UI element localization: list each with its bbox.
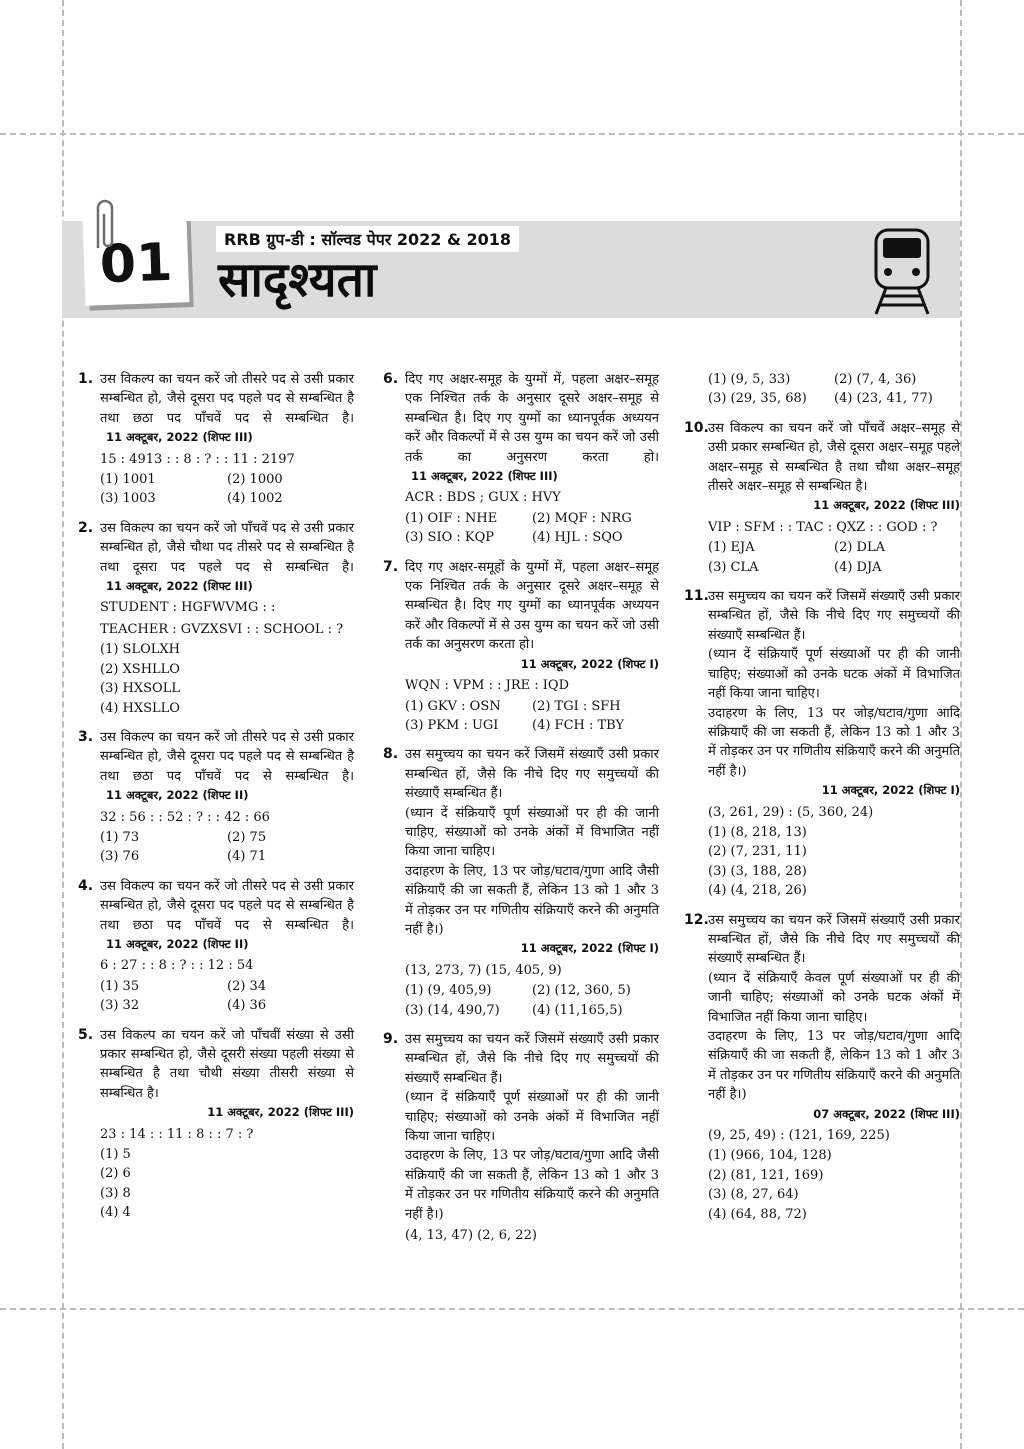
cut-guide-top	[0, 133, 1024, 135]
option-4: (4) HJL : SQO	[532, 530, 623, 546]
question-text: उस विकल्प का चयन करें जो पाँचवीं संख्या से उसी प्रकार सम्बन्धित हो, जैसे दूसरी संख्या पहली संख्या से सम्बन्धित है तथा चौथी संख्या तीसरी संख्या से सम्बन्धित है।	[100, 1027, 354, 1101]
question-text: दिए गए अक्षर-समूह के युग्मों में, पहला अक्षर–समूह एक निश्चित तर्क के अनुसार दूसरे अक्षर–समूह से सम्बन्धित है। दिए गए युग्मों का ध्यानपूर्वक अध्ययन करें और विकल्पों में से उस युग्म का चयन करें जो उसी तर्क का अनुसरण करता हो।11 अक्टूबर, 2022 (शिफ्ट III)	[405, 372, 659, 484]
options	[405, 509, 659, 548]
option-2: (2) MQF : NRG	[532, 510, 632, 526]
option-1: (1) EJA	[708, 540, 755, 556]
question-10	[684, 419, 960, 577]
question-number: 1.	[78, 371, 94, 387]
question-text: उस विकल्प का चयन करें जो पाँचवें अक्षर–समूह से उसी प्रकार सम्बन्धित हो, जैसे दूसरा अक्षर–समूह पहले अक्षर–समूह से सम्बन्धित है तथा चौथा अक्षर–समूह तीसरे अक्षर–समूह से सम्बन्धित है।	[708, 420, 960, 495]
exam-source: 11 अक्टूबर, 2022 (शिफ्ट II)	[106, 936, 249, 951]
question-11	[684, 587, 960, 901]
problem: (3, 261, 29) : (5, 360, 24)	[708, 804, 874, 820]
option-1: (1) (9, 405,9)	[405, 983, 492, 999]
option-4: (4) DJA	[834, 559, 882, 575]
option-1: (1) 73	[100, 829, 140, 845]
problem: 6 : 27 : : 8 : ? : : 12 : 54	[100, 958, 254, 974]
options	[405, 697, 659, 736]
question-number: 8.	[383, 746, 399, 763]
question-text: उस विकल्प का चयन करें जो तीसरे पद से उसी प्रकार सम्बन्धित हो, जैसे दूसरा पद पहले पद से सम्बन्धित है तथा छठा पद पाँचवें पद से सम्बन्धित है।11 अक्टूबर, 2022 (शिफ्ट III)	[100, 372, 354, 445]
problem: ACR : BDS ; GUX : HVY	[405, 490, 561, 506]
options	[708, 538, 960, 577]
option-1: (1) OIF : NHE	[405, 510, 498, 526]
exam-source: 11 अक्टूबर, 2022 (शिफ्ट I)	[821, 783, 960, 798]
option-4: (4) FCH : TBY	[532, 717, 625, 733]
question-number: 3.	[78, 728, 94, 745]
exam-source: 11 अक्टूबर, 2022 (शिफ्ट I)	[520, 656, 659, 671]
question-number: 12.	[684, 911, 709, 928]
exam-source: 11 अक्टूबर, 2022 (शिफ्ट I)	[520, 941, 659, 956]
question-1	[78, 370, 354, 509]
exam-source: 11 अक्टूबर, 2022 (शिफ्ट III)	[106, 579, 253, 594]
option-3: (3) (14, 490,7)	[405, 1002, 500, 1018]
problem-line-1: STUDENT : HGFWVMG : :	[100, 600, 276, 616]
option-2: (2) XSHLLO	[100, 661, 180, 677]
question-number: 4.	[78, 877, 94, 894]
option-3: (3) 76	[100, 849, 140, 865]
option-4: (4) (4, 218, 26)	[708, 883, 807, 899]
option-2: (2) (12, 360, 5)	[532, 983, 631, 999]
question-text: उस समुच्चय का चयन करें जिसमें संख्याएँ उसी प्रकार सम्बन्धित हों, जैसे कि नीचे दिए गए समुच्चयों की संख्याएँ सम्बन्धित हैं।	[405, 1032, 659, 1086]
question-6	[383, 370, 659, 548]
problem: (13, 273, 7) (15, 405, 9)	[405, 962, 562, 978]
option-4: (4) (23, 41, 77)	[834, 391, 933, 407]
question-text: उस विकल्प का चयन करें जो तीसरे पद से उसी प्रकार सम्बन्धित हो, जैसे दूसरा पद पहले पद से सम्बन्धित है तथा छठा पद पाँचवें पद से सम्बन्धित है।11 अक्टूबर, 2022 (शिफ्ट II)	[100, 878, 354, 951]
question-example: उदाहरण के लिए, 13 पर जोड़/घटाव/गुणा आदि संक्रियाएँ की जा सकती हैं, लेकिन 13 को 1 और 3 में तोड़कर उन पर गणितीय संक्रियाएँ करने की अनुमति नहीं है।)	[708, 1029, 960, 1103]
option-2: (2) (7, 231, 11)	[708, 844, 807, 860]
options	[100, 470, 354, 509]
question-7	[383, 558, 659, 736]
option-1: (1) SLOLXH	[100, 642, 180, 658]
question-text: उस समुच्चय का चयन करें जिसमें संख्याएँ उसी प्रकार सम्बन्धित हों, जैसे कि नीचे दिए गए समुच्चयों की संख्याएँ सम्बन्धित हैं।	[708, 912, 960, 967]
chapter-title: सादृश्यता	[218, 252, 377, 308]
option-2: (2) 75	[227, 829, 267, 845]
problem: (4, 13, 47) (2, 6, 22)	[405, 1228, 537, 1244]
question-text: उस समुच्चय का चयन करें जिसमें संख्याएँ उसी प्रकार सम्बन्धित हों, जैसे कि नीचे दिए गए समुच्चयों की संख्याएँ सम्बन्धित हैं।	[708, 589, 960, 643]
column-3	[684, 370, 960, 1234]
option-3: (3) 8	[100, 1185, 131, 1201]
option-2: (2) (7, 4, 36)	[834, 372, 917, 387]
option-3: (3) PKM : UGI	[405, 717, 499, 733]
option-3: (3) 32	[100, 998, 140, 1014]
option-3: (3) (29, 35, 68)	[708, 391, 807, 407]
question-4	[78, 877, 354, 1016]
question-number: 11.	[684, 588, 709, 605]
option-2: (2) DLA	[834, 540, 885, 556]
column-1	[78, 370, 354, 1233]
cut-guide-right	[960, 0, 962, 1449]
option-3: (3) 1003	[100, 491, 156, 507]
question-text: उस समुच्चय का चयन करें जिसमें संख्याएँ उसी प्रकार सम्बन्धित हों, जैसे कि नीचे दिए गए समुच्चयों की संख्याएँ सम्बन्धित हैं।	[405, 747, 659, 802]
option-4: (4) 1002	[227, 491, 283, 507]
question-note: (ध्यान दें संक्रियाएँ केवल पूर्ण संख्याओं पर ही की जानी चाहिए; संख्याओं को उनके घटक अंकों में विभाजित नहीं किया जाना चाहिए।	[708, 970, 960, 1025]
problem: 15 : 4913 : : 8 : ? : : 11 : 2197	[100, 451, 295, 467]
exam-source: 11 अक्टूबर, 2022 (शिफ्ट III)	[207, 1105, 354, 1120]
option-4: (4) 36	[227, 998, 267, 1014]
option-1: (1) GKV : OSN	[405, 698, 501, 714]
problem: WQN : VPM : : JRE : IQD	[405, 678, 569, 694]
problem: (9, 25, 49) : (121, 169, 225)	[708, 1128, 890, 1144]
options	[708, 370, 960, 409]
question-text: उस विकल्प का चयन करें जो पाँचवें पद से उसी प्रकार सम्बन्धित हो, जैसे चौथा पद तीसरे पद से सम्बन्धित है तथा दूसरा पद पहले पद से सम्बन्धित है।11 अक्टूबर, 2022 (शिफ्ट III)	[100, 520, 354, 594]
question-9-options	[684, 370, 960, 409]
question-number: 6.	[383, 371, 399, 387]
option-3: (3) (8, 27, 64)	[708, 1187, 799, 1203]
options	[100, 977, 354, 1016]
option-1: (1) (966, 104, 128)	[708, 1148, 832, 1164]
exam-source: 07 अक्टूबर, 2022 (शिफ्ट III)	[813, 1106, 960, 1121]
option-2: (2) 34	[227, 978, 267, 994]
question-text: दिए गए अक्षर-समूहों के युग्मों में, पहला अक्षर–समूह एक निश्चित तर्क के अनुसार दूसरे अक्षर–समूह से सम्बन्धित है। दिए गए युग्मों का ध्यानपूर्वक अध्ययन करें और विकल्पों में से उस युग्म का चयन करें जो उसी तर्क का अनुसरण करता हो।	[405, 559, 659, 653]
question-example: उदाहरण के लिए, 13 पर जोड़/घटाव/गुणा आदि जैसी संक्रियाएँ की जा सकती हैं, लेकिन 13 को 1 और 3 में तोड़कर उन पर गणितीय संक्रियाएँ करने की अनुमति नहीं है।)	[405, 863, 659, 937]
question-example: उदाहरण के लिए, 13 पर जोड़/घटाव/गुणा आदि जैसी संक्रियाएँ की जा सकती हैं, लेकिन 13 को 1 और 3 में तोड़कर उन पर गणितीय संक्रियाएँ करने की अनुमति नहीं है।)	[405, 1148, 659, 1222]
option-3: (3) CLA	[708, 559, 759, 575]
column-2	[383, 370, 659, 1255]
option-2: (2) 6	[100, 1166, 131, 1182]
option-4: (4) 4	[100, 1205, 131, 1221]
problem-line-2: TEACHER : GVZXSVI : : SCHOOL : ?	[100, 621, 344, 637]
question-number: 9.	[383, 1031, 399, 1047]
options	[100, 828, 354, 867]
question-example: उदाहरण के लिए, 13 पर जोड़/घटाव/गुणा आदि संक्रियाएँ की जा सकती हैं, लेकिन 13 को 1 और 3 में तोड़कर उन पर गणितीय संक्रियाएँ करने की अनुमति नहीं है।)	[708, 705, 960, 779]
question-number: 10.	[684, 419, 709, 436]
question-number: 2.	[78, 519, 94, 536]
options	[405, 981, 659, 1020]
exam-source: 11 अक्टूबर, 2022 (शिफ्ट III)	[411, 469, 558, 484]
train-icon	[866, 224, 938, 316]
question-text: उस विकल्प का चयन करें जो तीसरे पद से उसी प्रकार सम्बन्धित हो, जैसे दूसरा पद पहले पद से सम्बन्धित है तथा छठा पद पाँचवें पद से सम्बन्धित है।11 अक्टूबर, 2022 (शिफ्ट II)	[100, 729, 354, 803]
question-note: (ध्यान दें संक्रियाएँ पूर्ण संख्याओं पर ही की जानी चाहिए; संख्याओं को उनके अंकों में विभाजित नहीं किया जाना चाहिए।	[405, 1090, 659, 1145]
book-title: RRB ग्रुप-डी : सॉल्वड पेपर 2022 & 2018	[216, 226, 519, 252]
option-2: (2) TGI : SFH	[532, 698, 621, 714]
question-note: (ध्यान दें संक्रियाएँ पूर्ण संख्याओं पर ही की जानी चाहिए; संख्याओं को उनके घटक अंकों में विभाजित नहीं किया जाना चाहिए।	[708, 647, 960, 702]
problem: 32 : 56 : : 52 : ? : : 42 : 66	[100, 809, 270, 825]
option-1: (1) 5	[100, 1147, 131, 1163]
option-4: (4) HXSLLO	[100, 700, 180, 716]
option-3: (3) SIO : KQP	[405, 530, 495, 546]
chapter-number: 01	[98, 232, 174, 296]
cut-guide-left	[62, 0, 64, 1449]
option-2: (2) 1000	[227, 472, 283, 488]
question-number: 7.	[383, 558, 399, 575]
exam-source: 11 अक्टूबर, 2022 (शिफ्ट III)	[106, 430, 253, 445]
exam-source: 11 अक्टूबर, 2022 (शिफ्ट III)	[813, 498, 960, 513]
question-8	[383, 745, 659, 1020]
problem: VIP : SFM : : TAC : QXZ : : GOD : ?	[708, 519, 938, 535]
exam-source: 11 अक्टूबर, 2022 (शिफ्ट II)	[106, 788, 249, 803]
option-4: (4) 71	[227, 849, 267, 865]
option-3: (3) (3, 188, 28)	[708, 863, 807, 879]
question-3	[78, 728, 354, 867]
option-1: (1) (9, 5, 33)	[708, 372, 791, 387]
cut-guide-bottom	[0, 1308, 1024, 1310]
question-12	[684, 911, 960, 1225]
option-1: (1) 35	[100, 978, 140, 994]
option-4: (4) (11,165,5)	[532, 1002, 623, 1018]
question-note: (ध्यान दें संक्रियाएँ पूर्ण संख्याओं पर ही की जानी चाहिए, संख्याओं को उनके अंकों में विभाजित नहीं किया जाना चाहिए।	[405, 805, 659, 860]
paperclip-icon	[92, 198, 118, 256]
option-4: (4) (64, 88, 72)	[708, 1206, 807, 1222]
question-9	[383, 1030, 659, 1245]
option-1: (1) 1001	[100, 472, 156, 488]
option-3: (3) HXSOLL	[100, 681, 180, 697]
option-2: (2) (81, 121, 169)	[708, 1167, 824, 1183]
option-1: (1) (8, 218, 13)	[708, 824, 807, 840]
question-2	[78, 519, 354, 718]
question-number: 5.	[78, 1026, 94, 1043]
problem: 23 : 14 : : 11 : 8 : : 7 : ?	[100, 1126, 254, 1142]
question-5	[78, 1026, 354, 1223]
